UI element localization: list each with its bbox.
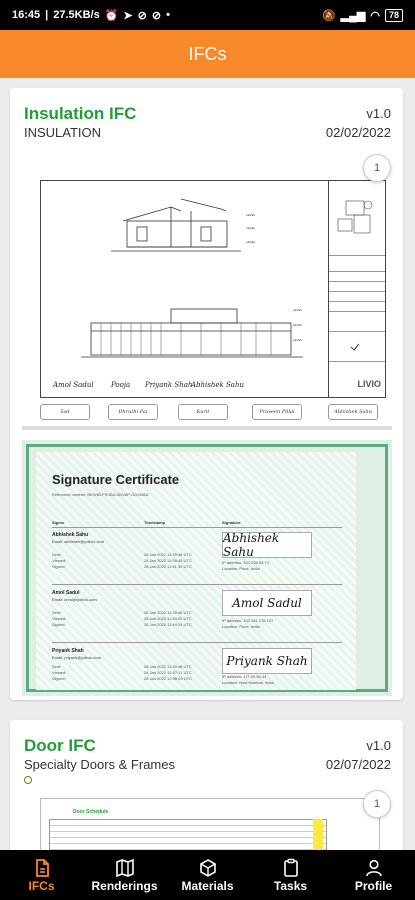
elevation-drawing	[41, 181, 329, 397]
key-plan-drawing	[332, 189, 382, 249]
document-preview[interactable]	[22, 150, 392, 698]
svg-text:LEVEL: LEVEL	[246, 213, 256, 217]
viewed-time: 28 Jan 2022 12:07:11 UTC	[144, 670, 192, 675]
bottom-navigation	[0, 850, 415, 900]
signer-email: Email: priyank@yolivio.com	[52, 655, 101, 660]
signer-location: Location: Navi Mumbai, India	[222, 680, 274, 685]
row-label: Sent:	[52, 552, 62, 557]
row-label: Signed:	[52, 564, 66, 569]
svg-text:LEVEL: LEVEL	[293, 323, 303, 327]
clipboard-icon	[281, 858, 301, 878]
sent-time: 28 Jan 2022 11:39:48 UTC	[144, 664, 192, 669]
page-title: IFCs	[188, 43, 227, 64]
row-label: Signed:	[52, 622, 66, 627]
signer-row	[52, 532, 342, 582]
svg-text:LEVEL: LEVEL	[293, 338, 303, 342]
ifc-card-insulation[interactable]	[10, 88, 403, 700]
signer-name: Abhishek Sahu	[52, 532, 89, 538]
status-bar	[0, 0, 415, 30]
approval-sign-box: Dhruthi Pai	[108, 404, 158, 420]
divider	[329, 255, 385, 256]
drawing-frame	[40, 180, 386, 398]
approval-sign-box: Kurit	[178, 404, 228, 420]
signed-time: 28 Jan 2022 12:08:59 UTC	[144, 676, 193, 681]
certificate-body	[36, 452, 356, 690]
column-header: Signature	[222, 520, 241, 525]
schedule-table	[49, 819, 327, 850]
signed-time: 28 Jan 2022 11:44:24 UTC	[144, 622, 192, 627]
page-count-badge[interactable]: 1	[363, 790, 391, 818]
sign-strip	[22, 400, 392, 424]
map-icon	[115, 858, 135, 878]
drawing-signature: Priyank Shah	[145, 381, 193, 389]
viewed-time: 28 Jan 2022 11:39:49 UTC	[144, 558, 192, 563]
drawing-sheet	[22, 150, 392, 435]
divider	[329, 311, 385, 312]
mute-icon: 🔕	[321, 9, 336, 22]
signer-row	[52, 590, 342, 640]
sync-status-icon	[24, 776, 32, 784]
card-title: Insulation IFC	[24, 104, 137, 123]
check-icon	[349, 341, 361, 353]
ifc-list[interactable]	[0, 78, 415, 850]
no-entry-icon-2: ⊘	[151, 9, 162, 22]
telegram-icon: ➤	[123, 9, 133, 22]
card-date: 02/07/2022	[325, 757, 391, 772]
nav-label: Profile	[354, 878, 393, 893]
ifc-card-door[interactable]	[10, 720, 403, 850]
nav-item-tasks[interactable]	[251, 858, 331, 893]
row-label: Viewed:	[52, 670, 67, 675]
card-date: 02/02/2022	[325, 125, 391, 140]
signer-email: Email: abhishek@yolivio.com	[52, 539, 105, 544]
signature-certificate	[22, 440, 392, 696]
network-speed: 27.5KB/s	[53, 9, 100, 21]
signature-image: Amol Sadul	[222, 590, 312, 616]
svg-text:LEVEL: LEVEL	[246, 240, 256, 244]
signer-ip: IP address: 103.208.69.74	[222, 560, 269, 565]
cube-icon	[198, 858, 218, 878]
signer-location: Location: Pune, India	[222, 566, 260, 571]
sent-time: 28 Jan 2022 11:39:48 UTC	[144, 552, 192, 557]
nav-label: IFCs	[28, 878, 55, 893]
nav-label: Materials	[181, 878, 234, 893]
divider	[52, 527, 342, 528]
approval-sign-box: Abhishek Sahu	[328, 404, 378, 420]
signer-ip: IP address: 117.99.89.44	[222, 674, 267, 679]
alarm-icon: ⏰	[104, 9, 119, 22]
signer-email: Email: amol@yolivio.com	[52, 597, 97, 602]
certificate-title: Signature Certificate	[52, 472, 180, 487]
nav-item-profile[interactable]	[334, 858, 414, 893]
card-subtitle: Specialty Doors & Frames	[24, 757, 175, 772]
nav-item-renderings[interactable]	[85, 858, 165, 893]
row-label: Viewed:	[52, 558, 67, 563]
row-label: Signed:	[52, 676, 66, 681]
card-title: Door IFC	[24, 736, 96, 755]
nav-label: Renderings	[91, 878, 158, 893]
firm-logo: LIVIO	[357, 379, 381, 389]
divider	[329, 271, 385, 272]
wifi-icon: ◠	[370, 9, 380, 22]
divider	[329, 331, 385, 332]
highlight-column	[313, 819, 323, 850]
row-label: Sent:	[52, 610, 62, 615]
person-icon	[364, 858, 384, 878]
battery-icon: 78	[385, 9, 403, 22]
sent-time: 28 Jan 2022 11:39:48 UTC	[144, 610, 192, 615]
status-time: 16:45	[12, 9, 41, 21]
viewed-time: 28 Jan 2022 11:40:02 UTC	[144, 616, 192, 621]
drawing-signature: Abhishek Sahu	[191, 381, 244, 389]
divider	[22, 426, 392, 430]
divider	[329, 361, 385, 362]
app-bar	[0, 30, 415, 78]
drawing-signature: Pooja	[111, 381, 131, 389]
approval-sign-box: Ssd	[40, 404, 90, 420]
card-version: v1.0	[366, 738, 391, 753]
document-icon	[32, 858, 52, 878]
svg-text:LEVEL: LEVEL	[246, 226, 256, 230]
row-label: Viewed:	[52, 616, 67, 621]
row-label: Sent:	[52, 664, 62, 669]
signature-image: Priyank Shah	[222, 648, 312, 674]
svg-text:LEVEL: LEVEL	[293, 308, 303, 312]
status-separator: |	[45, 9, 49, 21]
title-block	[328, 181, 385, 397]
nav-label: Tasks	[273, 878, 308, 893]
nav-item-ifcs[interactable]	[2, 858, 82, 893]
divider	[329, 301, 385, 302]
signature-image: Abhishek Sahu	[222, 532, 312, 558]
no-entry-icon: ⊘	[137, 9, 147, 22]
divider	[329, 291, 385, 292]
drawing-signature: Amol Sadul	[53, 381, 94, 389]
divider	[52, 584, 342, 585]
divider	[329, 281, 385, 282]
signer-row	[52, 648, 342, 688]
signer-ip: IP address: 103.181.178.137	[222, 618, 274, 623]
signal-icon: ▂▄▆	[340, 9, 366, 22]
signer-name: Priyank Shah	[52, 648, 84, 654]
card-subtitle: INSULATION	[24, 125, 102, 140]
certificate-reference: Reference number: BKXNB-FRJDA-DDVAP-GDJWAD	[52, 492, 149, 497]
card-header	[10, 720, 403, 772]
schedule-logo: Door Schedule	[73, 809, 109, 815]
signer-location: Location: Pune, India	[222, 624, 260, 629]
card-version: v1.0	[366, 106, 391, 121]
approval-sign-box: Praveen Pillai	[252, 404, 302, 420]
signed-time: 28 Jan 2022 11:41:30 UTC	[144, 564, 192, 569]
page-count-badge[interactable]: 1	[363, 154, 391, 182]
divider	[52, 642, 342, 643]
column-header: Timestamp	[144, 520, 166, 525]
column-header: Signer	[52, 520, 65, 525]
nav-item-materials[interactable]	[168, 858, 248, 893]
document-preview[interactable]	[40, 798, 380, 850]
card-header	[10, 88, 403, 140]
dot-icon: •	[166, 9, 170, 21]
signer-name: Amol Sadul	[52, 590, 80, 596]
